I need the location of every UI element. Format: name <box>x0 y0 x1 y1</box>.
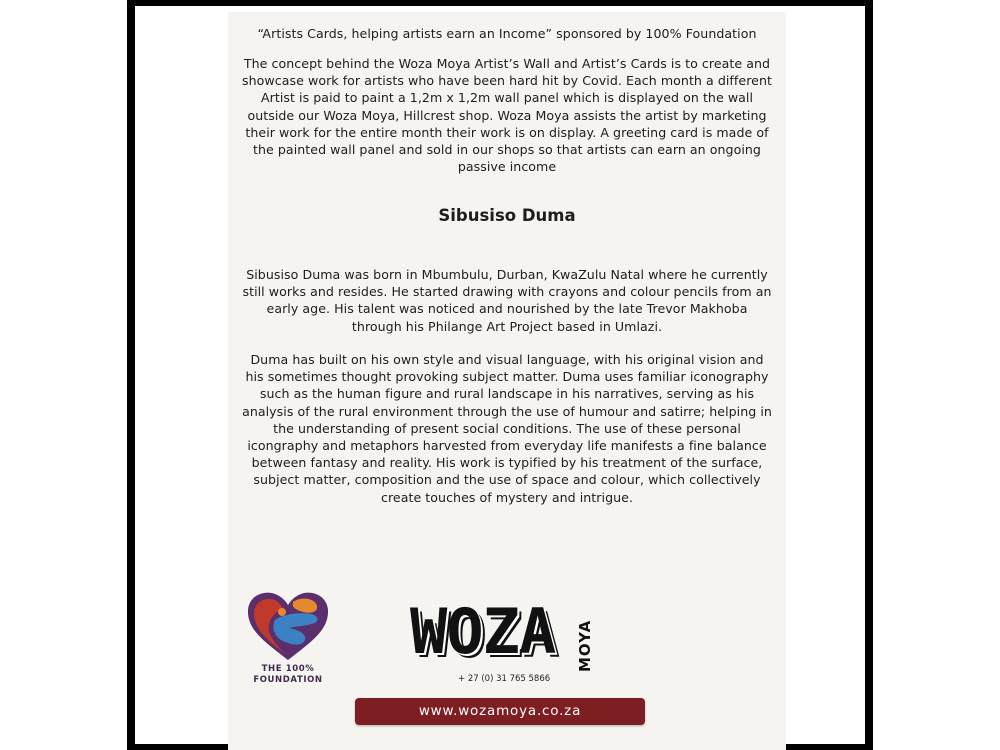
foundation-line-2: FOUNDATION <box>253 675 323 685</box>
foundation-name <box>240 664 336 686</box>
website-banner <box>355 698 645 725</box>
moya-logo-text: MOYA <box>576 619 594 672</box>
bio-paragraph-2: Duma has built on his own style and visual language, with his original vision and his sometimes thought provoking subject matter. Duma uses familiar iconography such as the human figure and rural landscape in his narratives, serving as his analysis of the rural environment through the use of humour and satirre; helping in the understanding of present social conditions. The use of these personal icongraphy and metaphors harvested from everyday life manifests a fine balance between fantasy and reality. His work is typified by his treatment of the surface, subject matter, composition and the use of space and colour, which collectively create touches of mystery and intrigue. <box>242 352 772 505</box>
website-url[interactable]: www.wozamoya.co.za <box>418 703 582 719</box>
phone-number: + 27 (0) 31 765 5866 <box>458 674 551 684</box>
heart-hands-icon <box>245 590 331 662</box>
artist-card <box>228 12 786 750</box>
sponsor-line: “Artists Cards, helping artists earn an Income” sponsored by 100% Foundation <box>257 26 757 41</box>
woza-logo-text: WOZA <box>410 595 556 668</box>
frame-mat <box>135 6 865 744</box>
bio-paragraph-1: Sibusiso Duma was born in Mbumbulu, Durban, KwaZulu Natal where he currently still works and resides. He started drawing with crayons and colour pencils from an early age. His talent was noticed and nourished by the late Trevor Makhoba through his Philange Art Project based in Umlazi. <box>242 267 772 334</box>
foundation-line-1: THE 100% <box>261 664 315 674</box>
concept-paragraph: The concept behind the Woza Moya Artist’s Wall and Artist’s Cards is to create and showcase work for artists who have been hard hit by Covid. Each month a different Artist is paid to paint a 1,2m x 1,2m wall panel which is displayed on the wall outside our Woza Moya, Hillcrest shop. Woza Moya assists the artist by marketing their work for the entire month their work is on display. A greeting card is made of the painted wall panel and sold in our shops so that artists can earn an ongoing passive income <box>242 56 772 175</box>
photo-frame <box>127 0 873 750</box>
artist-name: Sibusiso Duma <box>438 206 576 225</box>
